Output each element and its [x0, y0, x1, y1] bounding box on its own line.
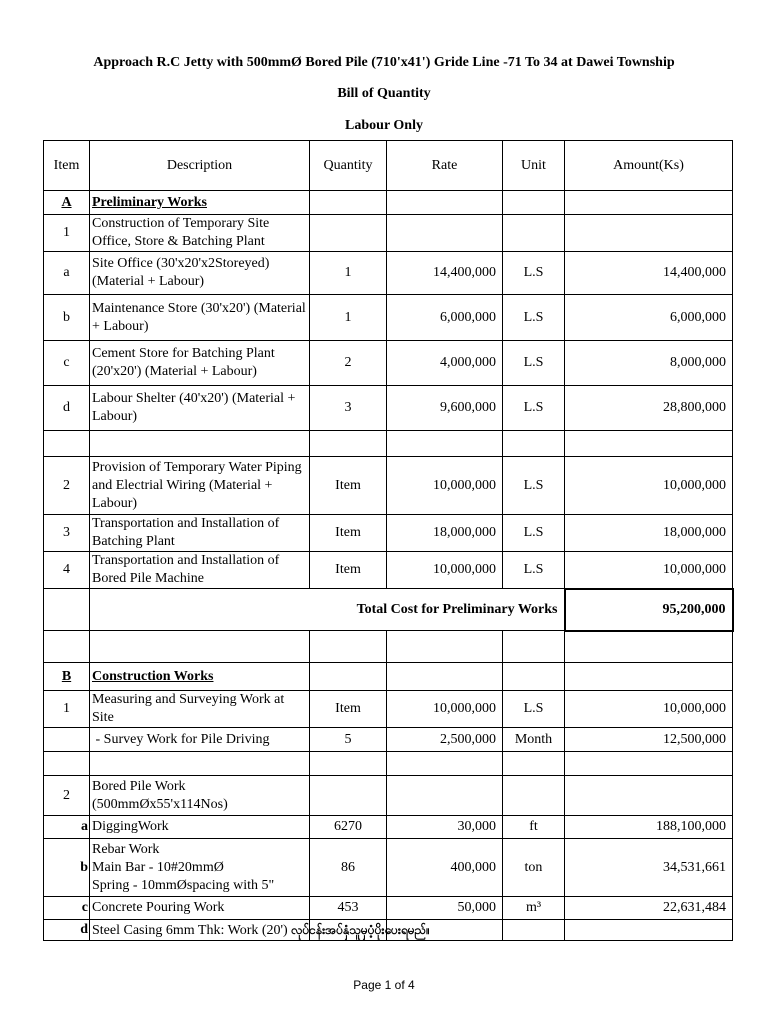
row-quantity: 86	[310, 839, 387, 897]
row-amount: 10,000,000	[565, 552, 733, 589]
col-header-rate: Rate	[387, 141, 503, 191]
col-header-item: Item	[44, 141, 90, 191]
table-row	[44, 295, 733, 341]
table-row	[44, 691, 733, 728]
row-quantity: 453	[310, 897, 387, 920]
row-rate: 6,000,000	[387, 295, 503, 341]
row-item: b	[44, 295, 90, 341]
row-item: c	[44, 341, 90, 386]
row-item: 2	[44, 457, 90, 515]
row-amount: 12,500,000	[565, 728, 733, 752]
desc-note: လုပ်ငန်းအပ်နှံသူမှပံ့ပိုးပေးရမည်။	[291, 922, 430, 937]
row-amount	[565, 215, 733, 252]
document-subtitle: Bill of Quantity	[337, 86, 431, 101]
row-amount: 8,000,000	[565, 341, 733, 386]
page-number: Page 1 of 4	[353, 978, 415, 992]
row-description: - Survey Work for Pile Driving	[90, 728, 310, 752]
row-description	[90, 920, 430, 941]
row-description: Transportation and Installation of Bored Pile Machine	[90, 552, 310, 589]
row-description: Measuring and Surveying Work at Site	[90, 691, 310, 728]
row-item: c	[44, 897, 90, 920]
table-row	[44, 457, 733, 515]
section-code: B	[44, 663, 90, 691]
row-description: Maintenance Store (30'x20') (Material + Labour)	[90, 295, 310, 341]
row-rate: 50,000	[387, 897, 503, 920]
table-row	[44, 839, 733, 897]
row-unit: L.S	[503, 386, 565, 431]
table-row	[44, 897, 733, 920]
row-quantity: Item	[310, 457, 387, 515]
blank-row	[44, 752, 733, 776]
table-row	[44, 341, 733, 386]
table-row	[44, 252, 733, 295]
row-description: Transportation and Installation of Batching Plant	[90, 515, 310, 552]
blank-row	[44, 631, 733, 663]
table-row	[44, 515, 733, 552]
row-quantity: Item	[310, 515, 387, 552]
row-rate: 14,400,000	[387, 252, 503, 295]
row-amount: 6,000,000	[565, 295, 733, 341]
section-title: Construction Works	[90, 663, 310, 691]
row-rate: 400,000	[387, 839, 503, 897]
row-item: b	[44, 839, 90, 897]
row-amount: 22,631,484	[565, 897, 733, 920]
row-amount: 188,100,000	[565, 816, 733, 839]
row-item: 4	[44, 552, 90, 589]
row-unit: L.S	[503, 341, 565, 386]
row-item: 2	[44, 776, 90, 816]
row-quantity	[310, 776, 387, 816]
row-unit: m³	[503, 897, 565, 920]
row-amount: 18,000,000	[565, 515, 733, 552]
row-unit: ton	[503, 839, 565, 897]
row-rate	[387, 776, 503, 816]
table-header-row	[44, 141, 733, 191]
row-description: Bored Pile Work (500mmØx55'x114Nos)	[90, 776, 310, 816]
table-row	[44, 215, 733, 252]
section-title: Preliminary Works	[90, 191, 310, 215]
boq-table	[43, 140, 734, 941]
col-header-amount: Amount(Ks)	[565, 141, 733, 191]
row-rate: 9,600,000	[387, 386, 503, 431]
table-row	[44, 776, 733, 816]
row-description	[90, 839, 310, 897]
col-header-quantity: Quantity	[310, 141, 387, 191]
row-rate: 4,000,000	[387, 341, 503, 386]
row-rate: 10,000,000	[387, 457, 503, 515]
row-quantity: 1	[310, 252, 387, 295]
table-row	[44, 386, 733, 431]
row-quantity: 1	[310, 295, 387, 341]
row-unit: Month	[503, 728, 565, 752]
row-quantity: Item	[310, 691, 387, 728]
row-unit: L.S	[503, 295, 565, 341]
col-header-description: Description	[90, 141, 310, 191]
row-unit: L.S	[503, 515, 565, 552]
row-description: Cement Store for Batching Plant (20'x20') (Material + Labour)	[90, 341, 310, 386]
row-amount: 10,000,000	[565, 691, 733, 728]
row-unit: L.S	[503, 457, 565, 515]
row-item	[44, 728, 90, 752]
row-item: a	[44, 252, 90, 295]
row-unit	[503, 215, 565, 252]
row-quantity: 6270	[310, 816, 387, 839]
row-amount: 10,000,000	[565, 457, 733, 515]
row-description: Labour Shelter (40'x20') (Material + Labour)	[90, 386, 310, 431]
row-quantity: 3	[310, 386, 387, 431]
row-amount: 34,531,661	[565, 839, 733, 897]
desc-line: Rebar Work	[92, 841, 160, 857]
row-amount	[565, 776, 733, 816]
row-unit: ft	[503, 816, 565, 839]
desc-line: Main Bar - 10#20mmØ	[92, 859, 224, 875]
document-title: Approach R.C Jetty with 500mmØ Bored Pile (710'x41') Gride Line -71 To 34 at Dawei Township	[93, 55, 675, 70]
row-item: a	[44, 816, 90, 839]
row-unit: L.S	[503, 252, 565, 295]
row-description: Construction of Temporary Site Office, Store & Batching Plant	[90, 215, 310, 252]
row-item: d	[44, 920, 90, 941]
table-row	[44, 816, 733, 839]
total-label: Total Cost for Preliminary Works	[310, 589, 565, 631]
row-unit: L.S	[503, 552, 565, 589]
row-quantity: 2	[310, 341, 387, 386]
row-rate: 10,000,000	[387, 552, 503, 589]
row-quantity: 5	[310, 728, 387, 752]
row-rate: 18,000,000	[387, 515, 503, 552]
row-item: 1	[44, 215, 90, 252]
row-unit	[503, 776, 565, 816]
row-unit	[503, 920, 565, 941]
row-rate: 30,000	[387, 816, 503, 839]
total-amount: 95,200,000	[565, 589, 733, 631]
row-rate: 10,000,000	[387, 691, 503, 728]
row-item: d	[44, 386, 90, 431]
row-description: Site Office (30'x20'x2Storeyed) (Material + Labour)	[90, 252, 310, 295]
row-amount	[565, 920, 733, 941]
row-description: DiggingWork	[90, 816, 310, 839]
row-quantity	[310, 215, 387, 252]
col-header-unit: Unit	[503, 141, 565, 191]
table-row	[44, 920, 733, 941]
row-rate: 2,500,000	[387, 728, 503, 752]
row-amount: 28,800,000	[565, 386, 733, 431]
section-header-row	[44, 663, 733, 691]
total-row	[44, 589, 733, 631]
table-row	[44, 728, 733, 752]
row-amount: 14,400,000	[565, 252, 733, 295]
desc-text: Steel Casing 6mm Thk: Work (20')	[92, 922, 288, 938]
row-description: Provision of Temporary Water Piping and Electrial Wiring (Material + Labour)	[90, 457, 310, 515]
blank-row	[44, 431, 733, 457]
document-scope: Labour Only	[345, 118, 423, 133]
row-quantity: Item	[310, 552, 387, 589]
section-code: A	[44, 191, 90, 215]
row-unit: L.S	[503, 691, 565, 728]
row-item: 3	[44, 515, 90, 552]
row-item: 1	[44, 691, 90, 728]
desc-line: Spring - 10mmØspacing with 5"	[92, 877, 275, 893]
section-header-row	[44, 191, 733, 215]
table-row	[44, 552, 733, 589]
row-description: Concrete Pouring Work	[90, 897, 310, 920]
row-rate	[387, 215, 503, 252]
